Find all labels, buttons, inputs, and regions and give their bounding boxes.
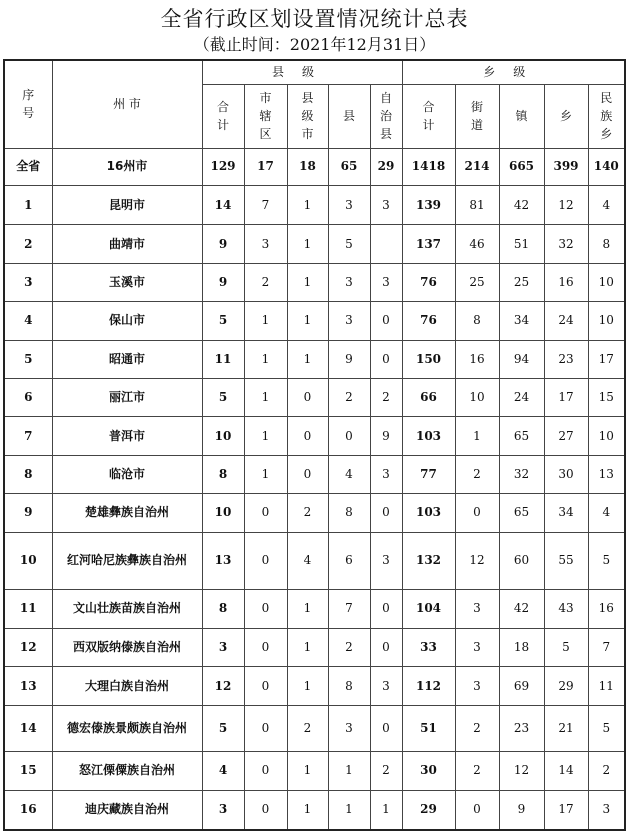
header-county-col-char: 区 — [259, 127, 272, 141]
row-value: 2 — [588, 751, 625, 790]
row-value: 1 — [328, 790, 370, 830]
row-value: 3 — [328, 185, 370, 224]
row-value: 1 — [244, 302, 287, 340]
table-row — [4, 455, 625, 493]
row-value: 65 — [499, 417, 544, 455]
row-value: 2 — [455, 705, 499, 751]
table-row — [4, 378, 625, 416]
table-row — [4, 751, 625, 790]
row-value: 1 — [244, 340, 287, 378]
header-township-col — [588, 84, 625, 148]
row-value: 1 — [370, 790, 402, 830]
row-value: 76 — [402, 302, 455, 340]
row-value: 17 — [244, 148, 287, 185]
table-row — [4, 629, 625, 667]
row-seq: 全省 — [4, 148, 52, 185]
row-value: 8 — [588, 225, 625, 263]
row-value: 10 — [588, 263, 625, 301]
row-value: 5 — [588, 532, 625, 589]
row-value: 3 — [455, 667, 499, 705]
row-seq: 10 — [4, 532, 52, 589]
row-value: 214 — [455, 148, 499, 185]
header-township-group: 乡级 — [402, 60, 625, 84]
row-value: 4 — [588, 494, 625, 532]
row-value: 4 — [328, 455, 370, 493]
row-value: 0 — [328, 417, 370, 455]
row-value: 2 — [328, 629, 370, 667]
row-value: 55 — [544, 532, 588, 589]
row-value: 2 — [287, 494, 328, 532]
row-value: 11 — [202, 340, 244, 378]
row-value: 0 — [455, 790, 499, 830]
row-value: 3 — [244, 225, 287, 263]
row-value: 2 — [244, 263, 287, 301]
header-seq-char: 号 — [22, 106, 35, 121]
row-value: 8 — [455, 302, 499, 340]
row-value: 1 — [287, 340, 328, 378]
header-county-col-char: 市 — [259, 91, 272, 105]
row-value: 3 — [455, 589, 499, 628]
row-value: 12 — [544, 185, 588, 224]
row-value: 77 — [402, 455, 455, 493]
row-value: 3 — [328, 263, 370, 301]
row-value: 129 — [202, 148, 244, 185]
row-value: 3 — [370, 185, 402, 224]
table-row — [4, 340, 625, 378]
row-value: 104 — [402, 589, 455, 628]
table-row — [4, 790, 625, 830]
total-row — [4, 148, 625, 185]
header-township-col-char: 合 — [422, 100, 435, 114]
row-value: 15 — [588, 378, 625, 416]
row-value: 112 — [402, 667, 455, 705]
row-value: 5 — [202, 705, 244, 751]
row-value: 0 — [244, 494, 287, 532]
row-seq: 8 — [4, 455, 52, 493]
row-value: 30 — [402, 751, 455, 790]
row-value: 65 — [328, 148, 370, 185]
row-value: 5 — [544, 629, 588, 667]
table-row — [4, 417, 625, 455]
row-value: 17 — [588, 340, 625, 378]
row-value: 7 — [244, 185, 287, 224]
row-seq: 7 — [4, 417, 52, 455]
row-value: 23 — [499, 705, 544, 751]
row-value: 12 — [499, 751, 544, 790]
row-value: 32 — [544, 225, 588, 263]
row-value: 13 — [588, 455, 625, 493]
header-township-col — [402, 84, 455, 148]
header-township-col-char: 族 — [600, 109, 613, 123]
row-value: 25 — [499, 263, 544, 301]
row-value: 32 — [499, 455, 544, 493]
row-value: 4 — [202, 751, 244, 790]
row-value: 4 — [287, 532, 328, 589]
row-value: 665 — [499, 148, 544, 185]
header-county-col — [370, 84, 402, 148]
header-township-col-char: 民 — [600, 91, 613, 105]
row-value: 76 — [402, 263, 455, 301]
header-township-col-char: 道 — [470, 118, 483, 132]
table-row — [4, 302, 625, 340]
row-value: 132 — [402, 532, 455, 589]
row-value: 8 — [328, 494, 370, 532]
row-value: 3 — [370, 455, 402, 493]
table-row — [4, 667, 625, 705]
row-value: 14 — [202, 185, 244, 224]
row-name: 普洱市 — [52, 417, 202, 455]
row-value: 5 — [202, 302, 244, 340]
row-name: 玉溪市 — [52, 263, 202, 301]
header-township-col — [455, 84, 499, 148]
header-county-col-char: 县 — [379, 127, 392, 141]
row-value: 1 — [287, 302, 328, 340]
row-value: 43 — [544, 589, 588, 628]
row-value: 2 — [328, 378, 370, 416]
row-value: 51 — [499, 225, 544, 263]
row-value: 0 — [287, 417, 328, 455]
row-value: 94 — [499, 340, 544, 378]
row-value: 10 — [202, 417, 244, 455]
header-county-col-char: 计 — [216, 118, 229, 132]
row-value: 1 — [287, 667, 328, 705]
row-seq: 14 — [4, 705, 52, 751]
row-value: 3 — [588, 790, 625, 830]
row-seq: 15 — [4, 751, 52, 790]
row-value: 81 — [455, 185, 499, 224]
row-value: 1 — [287, 751, 328, 790]
header-county-col — [202, 84, 244, 148]
row-name: 西双版纳傣族自治州 — [52, 629, 202, 667]
row-value: 9 — [202, 225, 244, 263]
date-subtitle: （截止时间：2021年12月31日） — [193, 35, 436, 54]
row-value: 140 — [588, 148, 625, 185]
row-name: 保山市 — [52, 302, 202, 340]
header-seq-char: 序 — [22, 88, 35, 103]
row-value: 1 — [244, 417, 287, 455]
header-county-col-char: 辖 — [259, 109, 272, 123]
row-seq: 12 — [4, 629, 52, 667]
row-value: 16 — [588, 589, 625, 628]
row-value: 1 — [455, 417, 499, 455]
table-row — [4, 705, 625, 751]
row-value: 5 — [588, 705, 625, 751]
row-value — [370, 225, 402, 263]
row-value: 1 — [244, 455, 287, 493]
header-row-groups — [4, 60, 625, 84]
row-value: 69 — [499, 667, 544, 705]
row-value: 27 — [544, 417, 588, 455]
row-name: 昭通市 — [52, 340, 202, 378]
table-row — [4, 185, 625, 224]
row-value: 0 — [244, 751, 287, 790]
header-seq — [4, 60, 52, 148]
row-value: 21 — [544, 705, 588, 751]
header-township-col-char: 镇 — [515, 109, 528, 123]
table-row — [4, 494, 625, 532]
row-name: 16州市 — [52, 148, 202, 185]
header-county-col-char: 治 — [379, 109, 392, 123]
row-value: 0 — [244, 589, 287, 628]
header-county-col-char: 自 — [379, 91, 392, 105]
row-value: 1 — [287, 589, 328, 628]
row-value: 2 — [370, 751, 402, 790]
row-name: 红河哈尼族彝族自治州 — [52, 532, 202, 589]
row-seq: 11 — [4, 589, 52, 628]
row-value: 0 — [287, 378, 328, 416]
row-value: 1 — [328, 751, 370, 790]
row-seq: 13 — [4, 667, 52, 705]
row-value: 139 — [402, 185, 455, 224]
row-value: 33 — [402, 629, 455, 667]
row-value: 29 — [370, 148, 402, 185]
row-value: 65 — [499, 494, 544, 532]
header-county-col-char: 市 — [301, 127, 314, 141]
row-value: 9 — [328, 340, 370, 378]
row-value: 1418 — [402, 148, 455, 185]
row-value: 12 — [202, 667, 244, 705]
row-value: 9 — [370, 417, 402, 455]
row-value: 150 — [402, 340, 455, 378]
row-value: 5 — [202, 378, 244, 416]
header-county-col-char: 县 — [301, 91, 314, 105]
row-value: 3 — [370, 532, 402, 589]
row-value: 29 — [544, 667, 588, 705]
row-value: 3 — [455, 629, 499, 667]
row-value: 7 — [328, 589, 370, 628]
row-value: 60 — [499, 532, 544, 589]
row-name: 临沧市 — [52, 455, 202, 493]
row-value: 0 — [370, 705, 402, 751]
row-value: 0 — [370, 340, 402, 378]
header-county-col-char: 县 — [342, 109, 355, 123]
row-value: 1 — [287, 790, 328, 830]
header-county-col-char: 合 — [216, 100, 229, 114]
row-value: 24 — [499, 378, 544, 416]
page-title: 全省行政区划设置情况统计总表 — [160, 7, 469, 31]
row-value: 8 — [202, 455, 244, 493]
row-seq: 1 — [4, 185, 52, 224]
row-value: 17 — [544, 790, 588, 830]
row-value: 9 — [499, 790, 544, 830]
row-value: 46 — [455, 225, 499, 263]
row-value: 2 — [455, 455, 499, 493]
header-county-col — [287, 84, 328, 148]
row-value: 3 — [370, 263, 402, 301]
table-row — [4, 263, 625, 301]
row-value: 14 — [544, 751, 588, 790]
row-name: 迪庆藏族自治州 — [52, 790, 202, 830]
row-name: 曲靖市 — [52, 225, 202, 263]
row-name: 楚雄彝族自治州 — [52, 494, 202, 532]
header-county-col — [244, 84, 287, 148]
row-value: 0 — [244, 629, 287, 667]
table-row — [4, 225, 625, 263]
row-value: 66 — [402, 378, 455, 416]
header-county-col — [328, 84, 370, 148]
row-value: 34 — [499, 302, 544, 340]
row-value: 16 — [455, 340, 499, 378]
row-seq: 5 — [4, 340, 52, 378]
row-value: 0 — [244, 790, 287, 830]
row-value: 103 — [402, 417, 455, 455]
row-value: 8 — [202, 589, 244, 628]
header-city: 州 市 — [52, 60, 202, 148]
row-value: 23 — [544, 340, 588, 378]
row-value: 7 — [588, 629, 625, 667]
row-seq: 6 — [4, 378, 52, 416]
row-value: 137 — [402, 225, 455, 263]
row-value: 3 — [202, 790, 244, 830]
header-township-col — [499, 84, 544, 148]
row-value: 0 — [370, 629, 402, 667]
row-value: 6 — [328, 532, 370, 589]
row-name: 丽江市 — [52, 378, 202, 416]
row-name: 大理白族自治州 — [52, 667, 202, 705]
row-value: 24 — [544, 302, 588, 340]
row-value: 0 — [244, 705, 287, 751]
row-value: 18 — [499, 629, 544, 667]
row-value: 5 — [328, 225, 370, 263]
row-seq: 4 — [4, 302, 52, 340]
row-value: 34 — [544, 494, 588, 532]
header-township-col-char: 街 — [470, 100, 483, 114]
table-row — [4, 532, 625, 589]
row-value: 10 — [588, 302, 625, 340]
row-value: 10 — [588, 417, 625, 455]
row-value: 16 — [544, 263, 588, 301]
header-county-col-char: 级 — [301, 109, 314, 123]
row-value: 399 — [544, 148, 588, 185]
row-value: 0 — [370, 494, 402, 532]
row-value: 103 — [402, 494, 455, 532]
row-value: 42 — [499, 589, 544, 628]
row-seq: 16 — [4, 790, 52, 830]
row-value: 3 — [328, 705, 370, 751]
row-value: 13 — [202, 532, 244, 589]
statistics-table — [3, 59, 626, 831]
row-value: 4 — [588, 185, 625, 224]
row-value: 1 — [287, 225, 328, 263]
row-value: 12 — [455, 532, 499, 589]
row-value: 1 — [244, 378, 287, 416]
row-value: 0 — [244, 532, 287, 589]
row-seq: 2 — [4, 225, 52, 263]
row-value: 1 — [287, 629, 328, 667]
row-value: 9 — [202, 263, 244, 301]
row-name: 怒江傈僳族自治州 — [52, 751, 202, 790]
row-value: 10 — [455, 378, 499, 416]
row-value: 0 — [244, 667, 287, 705]
row-value: 51 — [402, 705, 455, 751]
row-seq: 3 — [4, 263, 52, 301]
header-township-col-char: 乡 — [559, 109, 572, 123]
row-value: 0 — [370, 302, 402, 340]
row-value: 0 — [370, 589, 402, 628]
row-seq: 9 — [4, 494, 52, 532]
row-value: 2 — [287, 705, 328, 751]
row-value: 8 — [328, 667, 370, 705]
row-value: 2 — [455, 751, 499, 790]
row-name: 文山壮族苗族自治州 — [52, 589, 202, 628]
row-value: 18 — [287, 148, 328, 185]
row-value: 11 — [588, 667, 625, 705]
header-township-col-char: 乡 — [600, 127, 613, 141]
table-row — [4, 589, 625, 628]
row-value: 25 — [455, 263, 499, 301]
row-value: 3 — [328, 302, 370, 340]
row-name: 德宏傣族景颇族自治州 — [52, 705, 202, 751]
row-value: 17 — [544, 378, 588, 416]
row-value: 3 — [370, 667, 402, 705]
row-value: 0 — [455, 494, 499, 532]
row-value: 1 — [287, 263, 328, 301]
row-value: 10 — [202, 494, 244, 532]
row-value: 1 — [287, 185, 328, 224]
row-value: 3 — [202, 629, 244, 667]
row-name: 昆明市 — [52, 185, 202, 224]
header-county-group: 县级 — [202, 60, 402, 84]
header-township-col-char: 计 — [422, 118, 435, 132]
row-value: 30 — [544, 455, 588, 493]
row-value: 2 — [370, 378, 402, 416]
row-value: 42 — [499, 185, 544, 224]
row-value: 0 — [287, 455, 328, 493]
header-township-col — [544, 84, 588, 148]
row-value: 29 — [402, 790, 455, 830]
